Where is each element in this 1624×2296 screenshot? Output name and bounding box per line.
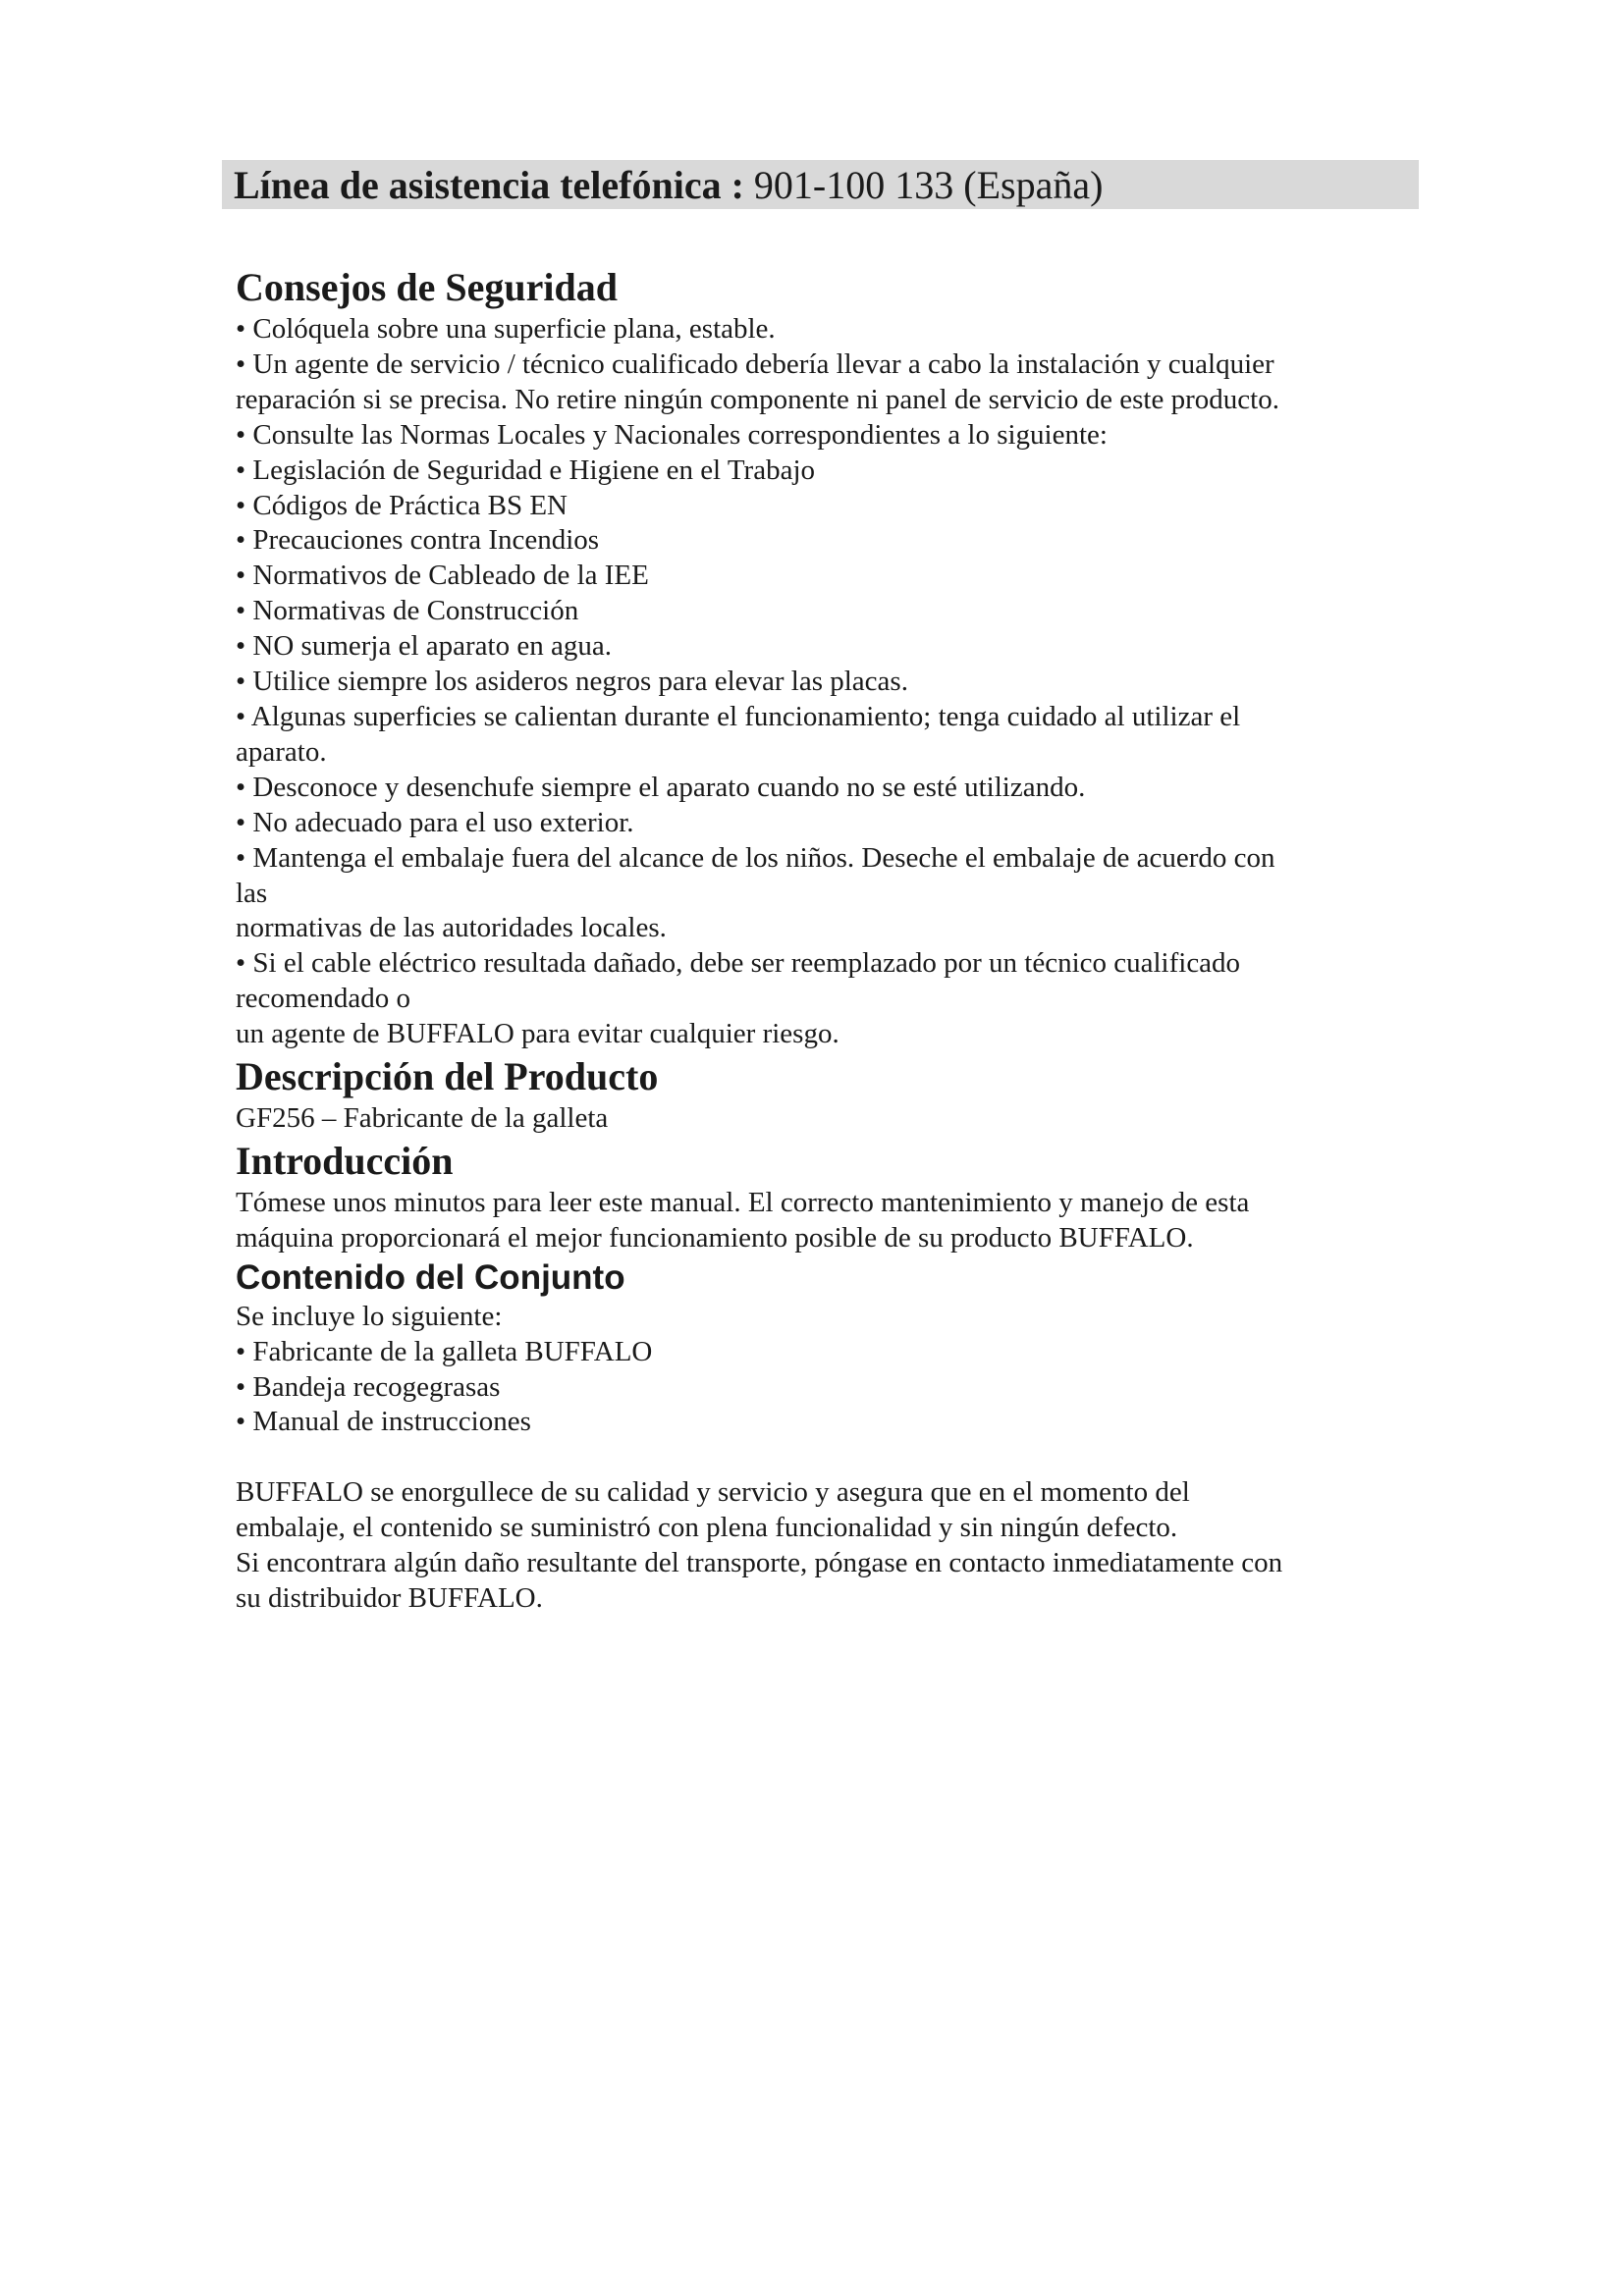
description-heading: Descripción del Producto bbox=[236, 1054, 659, 1099]
contents-list bbox=[236, 1300, 1404, 1441]
introduction-heading: Introducción bbox=[236, 1138, 454, 1183]
safety-line: • Mantenga el embalaje fuera del alcance de los niños. Deseche el embalaje de acuerdo con bbox=[236, 841, 1275, 874]
safety-line: • Desconoce y desenchufe siempre el aparato cuando no se esté utilizando. bbox=[236, 771, 1086, 803]
safety-line: • Normativos de Cableado de la IEE bbox=[236, 560, 649, 592]
introduction-line: Tómese unos minutos para leer este manual. El correcto mantenimiento y manejo de esta bbox=[236, 1186, 1250, 1218]
contents-line: • Manual de instrucciones bbox=[236, 1406, 531, 1438]
safety-line: reparación si se precisa. No retire ningún componente ni panel de servicio de este producto. bbox=[236, 383, 1279, 415]
safety-line: • Colóquela sobre una superficie plana, estable. bbox=[236, 313, 776, 345]
safety-line: las bbox=[236, 877, 268, 909]
helpline-banner bbox=[222, 160, 1419, 209]
safety-line: recomendado o bbox=[236, 983, 410, 1015]
introduction-paragraph bbox=[236, 1186, 1404, 1256]
contents-line: • Bandeja recogegrasas bbox=[236, 1370, 501, 1403]
safety-line: • Normativas de Construcción bbox=[236, 595, 579, 627]
safety-line: aparato. bbox=[236, 735, 327, 768]
closing-line: BUFFALO se enorgullece de su calidad y servicio y asegura que en el momento del bbox=[236, 1476, 1190, 1509]
closing-paragraph bbox=[236, 1475, 1404, 1617]
safety-line: • Si el cable eléctrico resultada dañado, debe ser reemplazado por un técnico cualificado bbox=[236, 947, 1241, 980]
closing-line: su distribuidor BUFFALO. bbox=[236, 1582, 543, 1615]
description-text: GF256 – Fabricante de la galleta bbox=[236, 1102, 609, 1135]
safety-line: • Códigos de Práctica BS EN bbox=[236, 489, 568, 521]
safety-line: • No adecuado para el uso exterior. bbox=[236, 806, 634, 838]
helpline-number: 901-100 133 (España) bbox=[753, 163, 1104, 207]
contents-line: • Fabricante de la galleta BUFFALO bbox=[236, 1335, 653, 1367]
safety-line: • Consulte las Normas Locales y Nacionales correspondientes a lo siguiente: bbox=[236, 418, 1108, 451]
closing-line: embalaje, el contenido se suministró con plena funcionalidad y sin ningún defecto. bbox=[236, 1512, 1178, 1544]
document-body bbox=[236, 263, 1404, 1617]
introduction-line: máquina proporcionará el mejor funcionamiento posible de su producto BUFFALO. bbox=[236, 1221, 1194, 1254]
safety-line: • NO sumerja el aparato en agua. bbox=[236, 630, 612, 663]
safety-list bbox=[236, 312, 1404, 1052]
contents-heading: Contenido del Conjunto bbox=[236, 1257, 625, 1297]
safety-line: • Legislación de Seguridad e Higiene en el Trabajo bbox=[236, 454, 815, 486]
safety-line: • Algunas superficies se calientan durante el funcionamiento; tenga cuidado al utilizar el bbox=[236, 700, 1241, 732]
safety-heading: Consejos de Seguridad bbox=[236, 265, 618, 309]
safety-line: • Precauciones contra Incendios bbox=[236, 524, 600, 557]
safety-line: normativas de las autoridades locales. bbox=[236, 912, 667, 944]
safety-line: un agente de BUFFALO para evitar cualquier riesgo. bbox=[236, 1018, 839, 1050]
safety-line: • Un agente de servicio / técnico cualificado debería llevar a cabo la instalación y cualquier bbox=[236, 347, 1274, 380]
safety-line: • Utilice siempre los asideros negros para elevar las placas. bbox=[236, 666, 908, 698]
closing-line: Si encontrara algún daño resultante del transporte, póngase en contacto inmediatamente con bbox=[236, 1547, 1283, 1579]
helpline-label: Línea de asistencia telefónica : bbox=[234, 163, 754, 207]
contents-line: Se incluye lo siguiente: bbox=[236, 1300, 503, 1332]
